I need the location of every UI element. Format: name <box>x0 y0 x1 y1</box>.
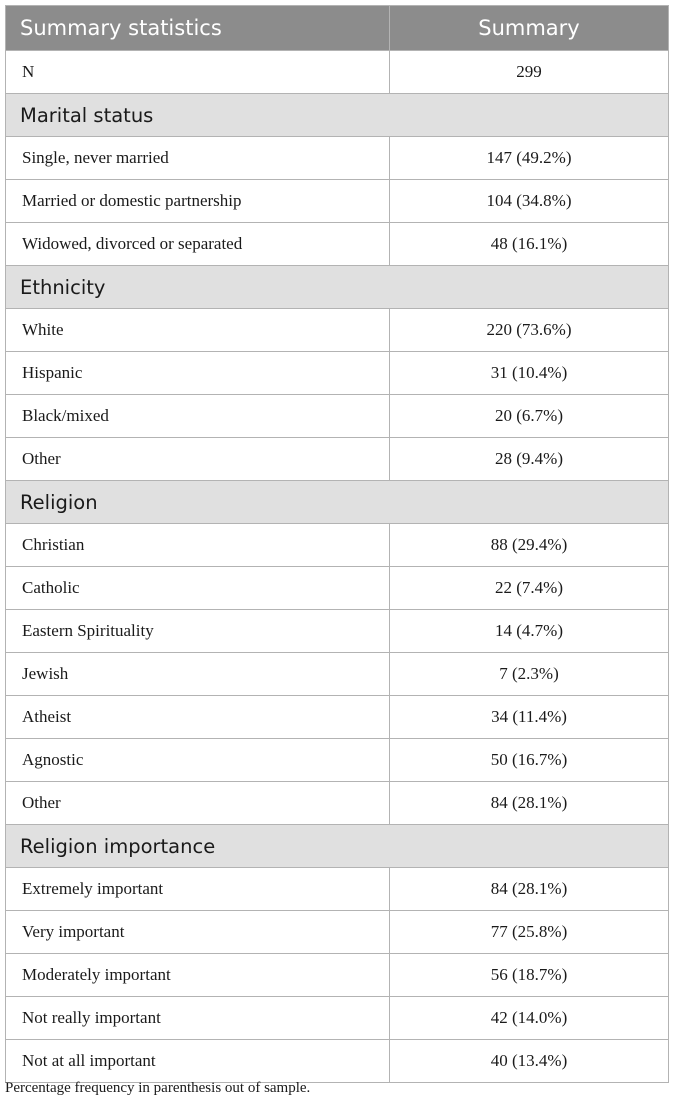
table-row <box>6 309 669 352</box>
table-footnote: Percentage frequency in parenthesis out of sample. <box>5 1080 311 1096</box>
row-label: Black/mixed <box>6 395 390 438</box>
row-value: 104 (34.8%) <box>390 180 669 223</box>
section-title: Religion <box>6 481 669 524</box>
section-row <box>6 266 669 309</box>
table-body <box>6 51 669 1083</box>
row-label: Christian <box>6 524 390 567</box>
table-row <box>6 911 669 954</box>
row-label: N <box>6 51 390 94</box>
section-title: Religion importance <box>6 825 669 868</box>
table-header <box>6 6 669 51</box>
row-value: 14 (4.7%) <box>390 610 669 653</box>
row-label: Single, never married <box>6 137 390 180</box>
header-summary-statistics: Summary statistics <box>6 6 390 51</box>
table-row <box>6 696 669 739</box>
row-label: Not really important <box>6 997 390 1040</box>
table-row <box>6 137 669 180</box>
row-label: Widowed, divorced or separated <box>6 223 390 266</box>
table-row <box>6 954 669 997</box>
row-value: 22 (7.4%) <box>390 567 669 610</box>
summary-statistics-table <box>5 5 669 1083</box>
row-value: 40 (13.4%) <box>390 1040 669 1083</box>
row-label: Other <box>6 782 390 825</box>
row-label: Very important <box>6 911 390 954</box>
row-value: 42 (14.0%) <box>390 997 669 1040</box>
table-row <box>6 1040 669 1083</box>
row-label: Atheist <box>6 696 390 739</box>
table-row <box>6 395 669 438</box>
row-label: Hispanic <box>6 352 390 395</box>
table-row-n <box>6 51 669 94</box>
section-title: Ethnicity <box>6 266 669 309</box>
row-value: 77 (25.8%) <box>390 911 669 954</box>
header-row <box>6 6 669 51</box>
table-row <box>6 180 669 223</box>
row-value: 20 (6.7%) <box>390 395 669 438</box>
table-row <box>6 868 669 911</box>
row-label: Other <box>6 438 390 481</box>
row-value: 28 (9.4%) <box>390 438 669 481</box>
table-row <box>6 438 669 481</box>
table-row <box>6 782 669 825</box>
table-row <box>6 567 669 610</box>
table-row <box>6 653 669 696</box>
table-row <box>6 610 669 653</box>
row-value: 34 (11.4%) <box>390 696 669 739</box>
row-value: 147 (49.2%) <box>390 137 669 180</box>
row-value: 7 (2.3%) <box>390 653 669 696</box>
section-title: Marital status <box>6 94 669 137</box>
row-label: Eastern Spirituality <box>6 610 390 653</box>
row-value: 56 (18.7%) <box>390 954 669 997</box>
row-value: 220 (73.6%) <box>390 309 669 352</box>
table-row <box>6 352 669 395</box>
row-value: 50 (16.7%) <box>390 739 669 782</box>
table-row <box>6 524 669 567</box>
section-row <box>6 825 669 868</box>
row-label: Married or domestic partnership <box>6 180 390 223</box>
section-row <box>6 94 669 137</box>
row-label: Agnostic <box>6 739 390 782</box>
row-value: 48 (16.1%) <box>390 223 669 266</box>
row-label: Jewish <box>6 653 390 696</box>
row-label: Moderately important <box>6 954 390 997</box>
row-value: 84 (28.1%) <box>390 782 669 825</box>
section-row <box>6 481 669 524</box>
table-row <box>6 997 669 1040</box>
header-summary: Summary <box>390 6 669 51</box>
table-row <box>6 739 669 782</box>
table-row <box>6 223 669 266</box>
row-value: 88 (29.4%) <box>390 524 669 567</box>
row-label: Catholic <box>6 567 390 610</box>
row-value: 84 (28.1%) <box>390 868 669 911</box>
row-value: 31 (10.4%) <box>390 352 669 395</box>
row-label: Extremely important <box>6 868 390 911</box>
row-label: White <box>6 309 390 352</box>
row-value: 299 <box>390 51 669 94</box>
row-label: Not at all important <box>6 1040 390 1083</box>
